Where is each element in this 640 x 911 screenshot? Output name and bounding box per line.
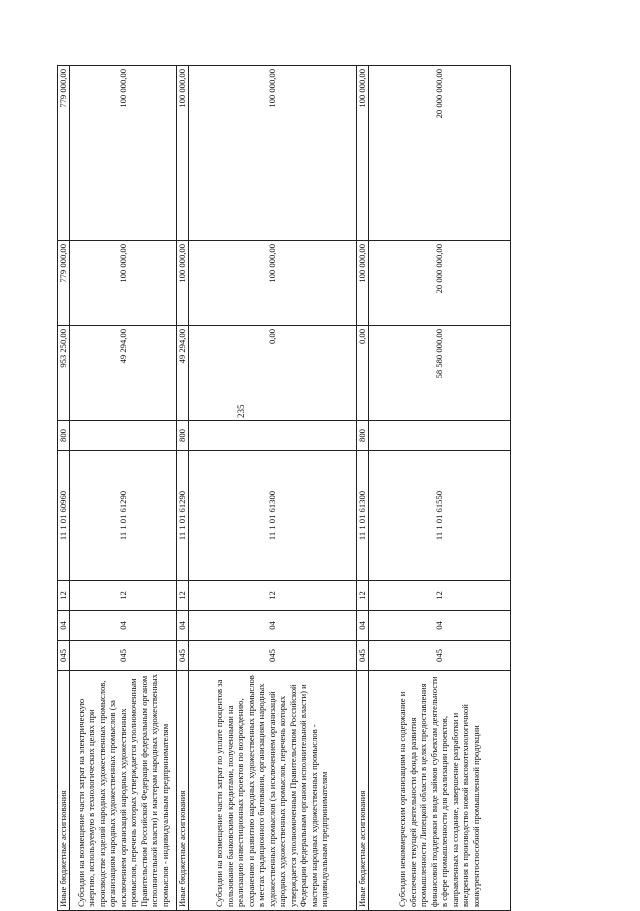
value-year-3: 779 000,00 <box>58 66 70 241</box>
row-name: Субсидии на возмещение части затрат по уплате процентов за пользование банковскими кредитами, полученными на реализацию инвестиционных проектов по возрождению, сохранению и развитию народных художественных промыслов в местах традиционного бытования, организациям народных художественных промыслов (за исключением организаций народных художественных промыслов, перечень которых утверждается уполномоченным Правительством Российской Федерации федеральным органом исполнительной власти) и мастерам народных художественных промыслов - индивидуальным предпринимателям <box>188 671 356 911</box>
code-expense-type: 800 <box>58 421 70 451</box>
code-admin: 045 <box>70 641 177 671</box>
page-number: 235 <box>236 404 246 418</box>
value-year-2: 100 000,00 <box>356 241 368 326</box>
code-subsection: 12 <box>58 581 70 611</box>
code-target: 11 1 01 61300 <box>356 451 368 581</box>
value-year-1: 58 580 000,00 <box>368 326 510 421</box>
value-year-2: 779 000,00 <box>58 241 70 326</box>
code-section: 04 <box>356 611 368 641</box>
value-year-2: 20 000 000,00 <box>368 241 510 326</box>
code-subsection: 12 <box>176 581 188 611</box>
code-admin: 045 <box>176 641 188 671</box>
table-row <box>70 66 177 911</box>
code-section: 04 <box>368 611 510 641</box>
code-target: 11 1 01 61290 <box>70 451 177 581</box>
code-target: 11 1 01 61300 <box>188 451 356 581</box>
code-expense-type <box>70 421 177 451</box>
table-row <box>58 66 70 911</box>
row-name: Иные бюджетные ассигнования <box>356 671 368 911</box>
code-subsection: 12 <box>70 581 177 611</box>
rotated-table-wrapper <box>57 66 511 911</box>
code-section: 04 <box>176 611 188 641</box>
row-name: Иные бюджетные ассигнования <box>176 671 188 911</box>
value-year-1: 0,00 <box>188 326 356 421</box>
value-year-3: 100 000,00 <box>188 66 356 241</box>
code-admin: 045 <box>58 641 70 671</box>
code-section: 04 <box>70 611 177 641</box>
code-subsection: 12 <box>356 581 368 611</box>
value-year-2: 100 000,00 <box>188 241 356 326</box>
value-year-3: 100 000,00 <box>70 66 177 241</box>
code-expense-type: 800 <box>356 421 368 451</box>
value-year-1: 49 294,00 <box>70 326 177 421</box>
value-year-2: 100 000,00 <box>176 241 188 326</box>
row-name: Субсидии некоммерческим организациям на содержание и обеспечение текущей деятельности фонда развития промышленности Липецкой области в целях предоставления финансовой поддержки в виде займов субъектам деятельности в сфере промышленности для реализации проектов, направленных на создание, завершение разработки и внедрения в производство новой высокотехнологичной конкурентоспособной промышленной продукции <box>368 671 510 911</box>
code-target: 11 1 01 60960 <box>58 451 70 581</box>
code-admin: 045 <box>356 641 368 671</box>
code-admin: 045 <box>188 641 356 671</box>
table-row <box>176 66 188 911</box>
value-year-1: 953 250,00 <box>58 326 70 421</box>
code-expense-type <box>188 421 356 451</box>
value-year-2: 100 000,00 <box>70 241 177 326</box>
code-section: 04 <box>188 611 356 641</box>
table-row <box>188 66 356 911</box>
value-year-3: 100 000,00 <box>356 66 368 241</box>
code-expense-type <box>368 421 510 451</box>
code-admin: 045 <box>368 641 510 671</box>
table-row <box>356 66 368 911</box>
code-target: 11 1 01 61290 <box>176 451 188 581</box>
value-year-1: 0,00 <box>356 326 368 421</box>
value-year-3: 20 000 000,00 <box>368 66 510 241</box>
code-target: 11 1 01 61550 <box>368 451 510 581</box>
row-name: Субсидии на возмещение части затрат на электрическую энергию, используемую в технологических целях при производстве изделий народных художественных промыслов, организациям народных художественных промыслов (за исключением организаций народных художественных промыслов, перечень которых утверждается уполномоченным Правительством Российской Федерации федеральным органом исполнительной власти) и мастерам народных художественных промыслов - индивидуальным предпринимателям <box>70 671 177 911</box>
row-name: Иные бюджетные ассигнования <box>58 671 70 911</box>
value-year-3: 100 000,00 <box>176 66 188 241</box>
code-section: 04 <box>58 611 70 641</box>
value-year-1: 49 294,00 <box>176 326 188 421</box>
table-row <box>368 66 510 911</box>
budget-table <box>57 65 511 911</box>
code-subsection: 12 <box>188 581 356 611</box>
code-expense-type: 800 <box>176 421 188 451</box>
code-subsection: 12 <box>368 581 510 611</box>
